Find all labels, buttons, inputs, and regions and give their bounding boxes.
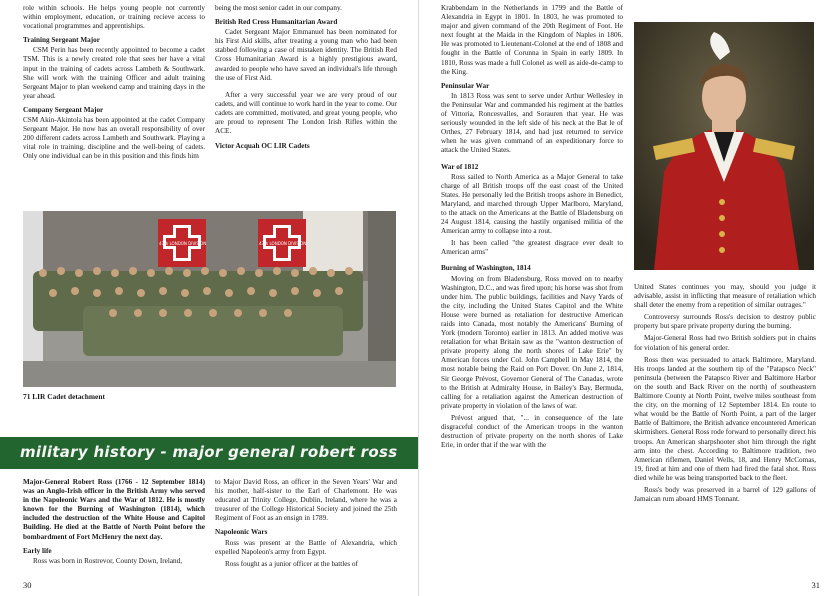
company-heading: Company Sergeant Major <box>23 105 104 114</box>
red-cross-body: Cadet Sergeant Major Emmanuel has been nominated for his First Aid skills, after treating a young man who had been stabbed following a case of mistaken identity. The British Red Cross Humanitarian Award is a highly prestigious award, awarded to people who have saved an individual's life through the use of First Aid. <box>215 28 397 82</box>
peninsular-body: In 1813 Ross was sent to serve under Arthur Wellesley in the Peninsular War and commanded his regiment at the battles of Vittoria, Roncesvalles, and Sorauren that year. He was seriously wounded in the left side of his neck at the Bat le of Orthes, 27 February 1814, and had just returned to service when he was given command of an expeditionary force to attack the United States. <box>441 91 623 155</box>
ross-portrait <box>634 22 814 270</box>
company-body: CSM Akin-Akintola has been appointed at the cadet Company Sergeant Major. He now has an overall responsibility of over 200 different cadets across Lambeth and Southwark. Playing a vital role in training, discipline and the well-being of cadets. Only one individual can be in this position and this finds him <box>23 116 205 161</box>
early-life-body: Ross was born in Rostrevor, County Down, Ireland, <box>33 556 183 565</box>
col2-intro: being the most senior cadet in our company. <box>215 4 342 12</box>
history-column-1 <box>23 478 205 569</box>
sign-label-right: 47th LONDON DIVISION <box>259 241 307 246</box>
burning-body-2: Prévost argued that, "... in consequence of the late disgraceful conduct of the American troops in the wanton destruction of private property on the north shores of Lake Erie, in order that if the war with the <box>441 413 623 450</box>
burning-body-1: Moving on from Bladensburg, Ross moved on to nearby Washington, D.C., and was fired upon; his horse was shot from under him. The public buildings, facilities and Navy Yards of the city, including the United States Capitol and the White House were burned as retaliation for destructive American raids into Canada, most notably the Americans' Burning of York (modern Toronto) earlier in 1813. An added motive was retaliation for what Britain saw as the "wanton destruction of private property along the north shores of Lake Erie" by American forces under Col. John Campbell in May 1814, the most notable being the Raid on Port Dover. On June 2, 1814, Sir George Prévost, Governor General of The Canadas, wrote to the British at Admiralty House, in Bailey's Bay, Bermuda, calling for a retaliation against the American destruction of private property in violation of the laws of war. <box>441 274 623 410</box>
page-number-left: 30 <box>23 580 32 590</box>
section-banner <box>0 437 418 469</box>
photo-caption: 71 LIR Cadet detachment <box>23 392 105 401</box>
peninsular-heading: Peninsular War <box>441 81 490 90</box>
signature: Victor Acquah OC LIR Cadets <box>215 142 310 151</box>
banner-title: military history - major general robert ross <box>20 443 398 461</box>
napoleonic-body-2: Ross fought as a junior officer at the battles of <box>225 559 359 568</box>
right-page <box>419 0 838 596</box>
retaliation-body: United States continues you may, should you judge it advisable, assist in inflicting that measure of retaliation which shall deter the enemy from a repetition of similar outrages." <box>634 283 816 310</box>
sign-label-left: 47th LONDON DIVISION <box>159 241 207 246</box>
cadet-group-photo <box>23 211 396 387</box>
cadet-intro-text: role within schools. He helps young people not currently within employment, education, or training recieve access to vocational programmes and apprentiships. <box>23 4 205 31</box>
ross-portrait-image <box>634 22 814 270</box>
general-order-body: Major-General Ross had two British soldiers put in chains for violation of his general order. <box>634 334 816 352</box>
controversy-body: Controversy surrounds Ross's decision to destroy public property but spare private property during the burning. <box>634 313 816 331</box>
right-column-1 <box>441 4 623 453</box>
early-life-heading: Early life <box>23 546 52 555</box>
war-1812-body: Ross sailed to North America as a Major General to take charge of all British troops off the east coast of the United States. He personally led the British troops ashore in Benedict, Maryland, and marched through Upper Marlboro, Maryland, to the attack on the Americans at the Battle of Bladensburg on 24 August 1814, causing the hastily organised militia of the American army to collapse into a rout. <box>441 172 623 236</box>
early-career-body: Krabbendam in the Netherlands in 1799 and the Battle of Alexandria in Egypt in 1801. In 1803, he was promoted to major and given command of the 20th Regiment of Foot. He next fought at the Maida in the Kingdom of Naples in 1806. He was promoted to Lieutenant-Colonel at the end of 1808 and fought in the Battle of Corunna in Spain in early 1809. In 1810, Ross was made a full Colonel as well as aide-de-camp to the King. <box>441 4 623 76</box>
history-column-2 <box>215 478 397 572</box>
napoleonic-heading: Napoleonic Wars <box>215 528 268 537</box>
ross-lead-paragraph: Major-General Robert Ross (1766 - 12 September 1814) was an Anglo-Irish officer in the British Army who served in the Napoleonic Wars and the War of 1812. He is mostly known for the Burning of Washington (1814), which included the destruction of the White House and Capitol Building. He died at the Battle of North Point before the bombardment of Fort McHenry the next day. <box>23 478 205 541</box>
rum-barrel-body: Ross's body was preserved in a barrel of 129 gallons of Jamaican rum aboard HMS Tonnant. <box>634 485 816 504</box>
page-number-right: 31 <box>811 580 820 590</box>
training-heading: Training Sergeant Major <box>23 36 100 45</box>
napoleonic-body-1: Ross was present at the Battle of Alexandria, which expelled Napoleon's army from Egypt. <box>215 538 397 556</box>
left-column-2 <box>215 4 397 154</box>
group-photo-image <box>23 211 396 387</box>
closing-text: After a very successful year we are very proud of our cadets, and will continue to work hard in the year to come. Our cadets are committed, motivated, and great young people, who are proud to represent The London Irish Rifles within the ACE. <box>215 90 397 136</box>
war-1812-heading: War of 1812 <box>441 162 479 171</box>
training-body: CSM Perin has been recently appointed to become a cadet TSM. This is a newly created role that sees her have a vital input in the training of cadets across Lambeth & Southwark. She will work with the training Officer and adult training Sergeant Major to plan weekend camp and training days in the year ahead. <box>23 46 205 100</box>
red-cross-heading: British Red Cross Humanitarian Award <box>215 18 338 27</box>
left-column-1 <box>23 4 205 165</box>
war-1812-quote: It has been called "the greatest disgrace ever dealt to American arms" <box>441 239 623 257</box>
education-body: to Major David Ross, an officer in the Seven Years' War and his mother, half-sister to the Earl of Charlemont. He was educated at Trinity College, Dublin, Ireland, where he was a treasurer of the College Historical Society and joined the 25th Regiment of Foot as an ensign in 1789. <box>215 478 397 523</box>
burning-heading: Burning of Washington, 1814 <box>441 264 531 273</box>
right-column-2 <box>634 283 816 507</box>
baltimore-body: Ross then was persuaded to attack Baltimore, Maryland. His troops landed at the southern tip of the "Patapsco Neck" peninsula (between the Patapsco River and Baltimore Harbor on the south and Back River on the north) of southeastern Baltimore County at North Point, twelve miles southeast from the city, on the morning of 12 September 1814. En route to what would be the Battle of North Point, a part of the larger Battle of Baltimore, the British advance encountered American skirmishers. General Ross rode forward to personally direct his troops. An American sharpshooter shot him through the right arm into the chest. According to Baltimore tradition, two American riflemen, Daniel Wells, 18, and Henry McComas, 19, fired at him and one of them had fired the fatal shot. Ross died while he was being transported back to the fleet. <box>634 355 816 482</box>
